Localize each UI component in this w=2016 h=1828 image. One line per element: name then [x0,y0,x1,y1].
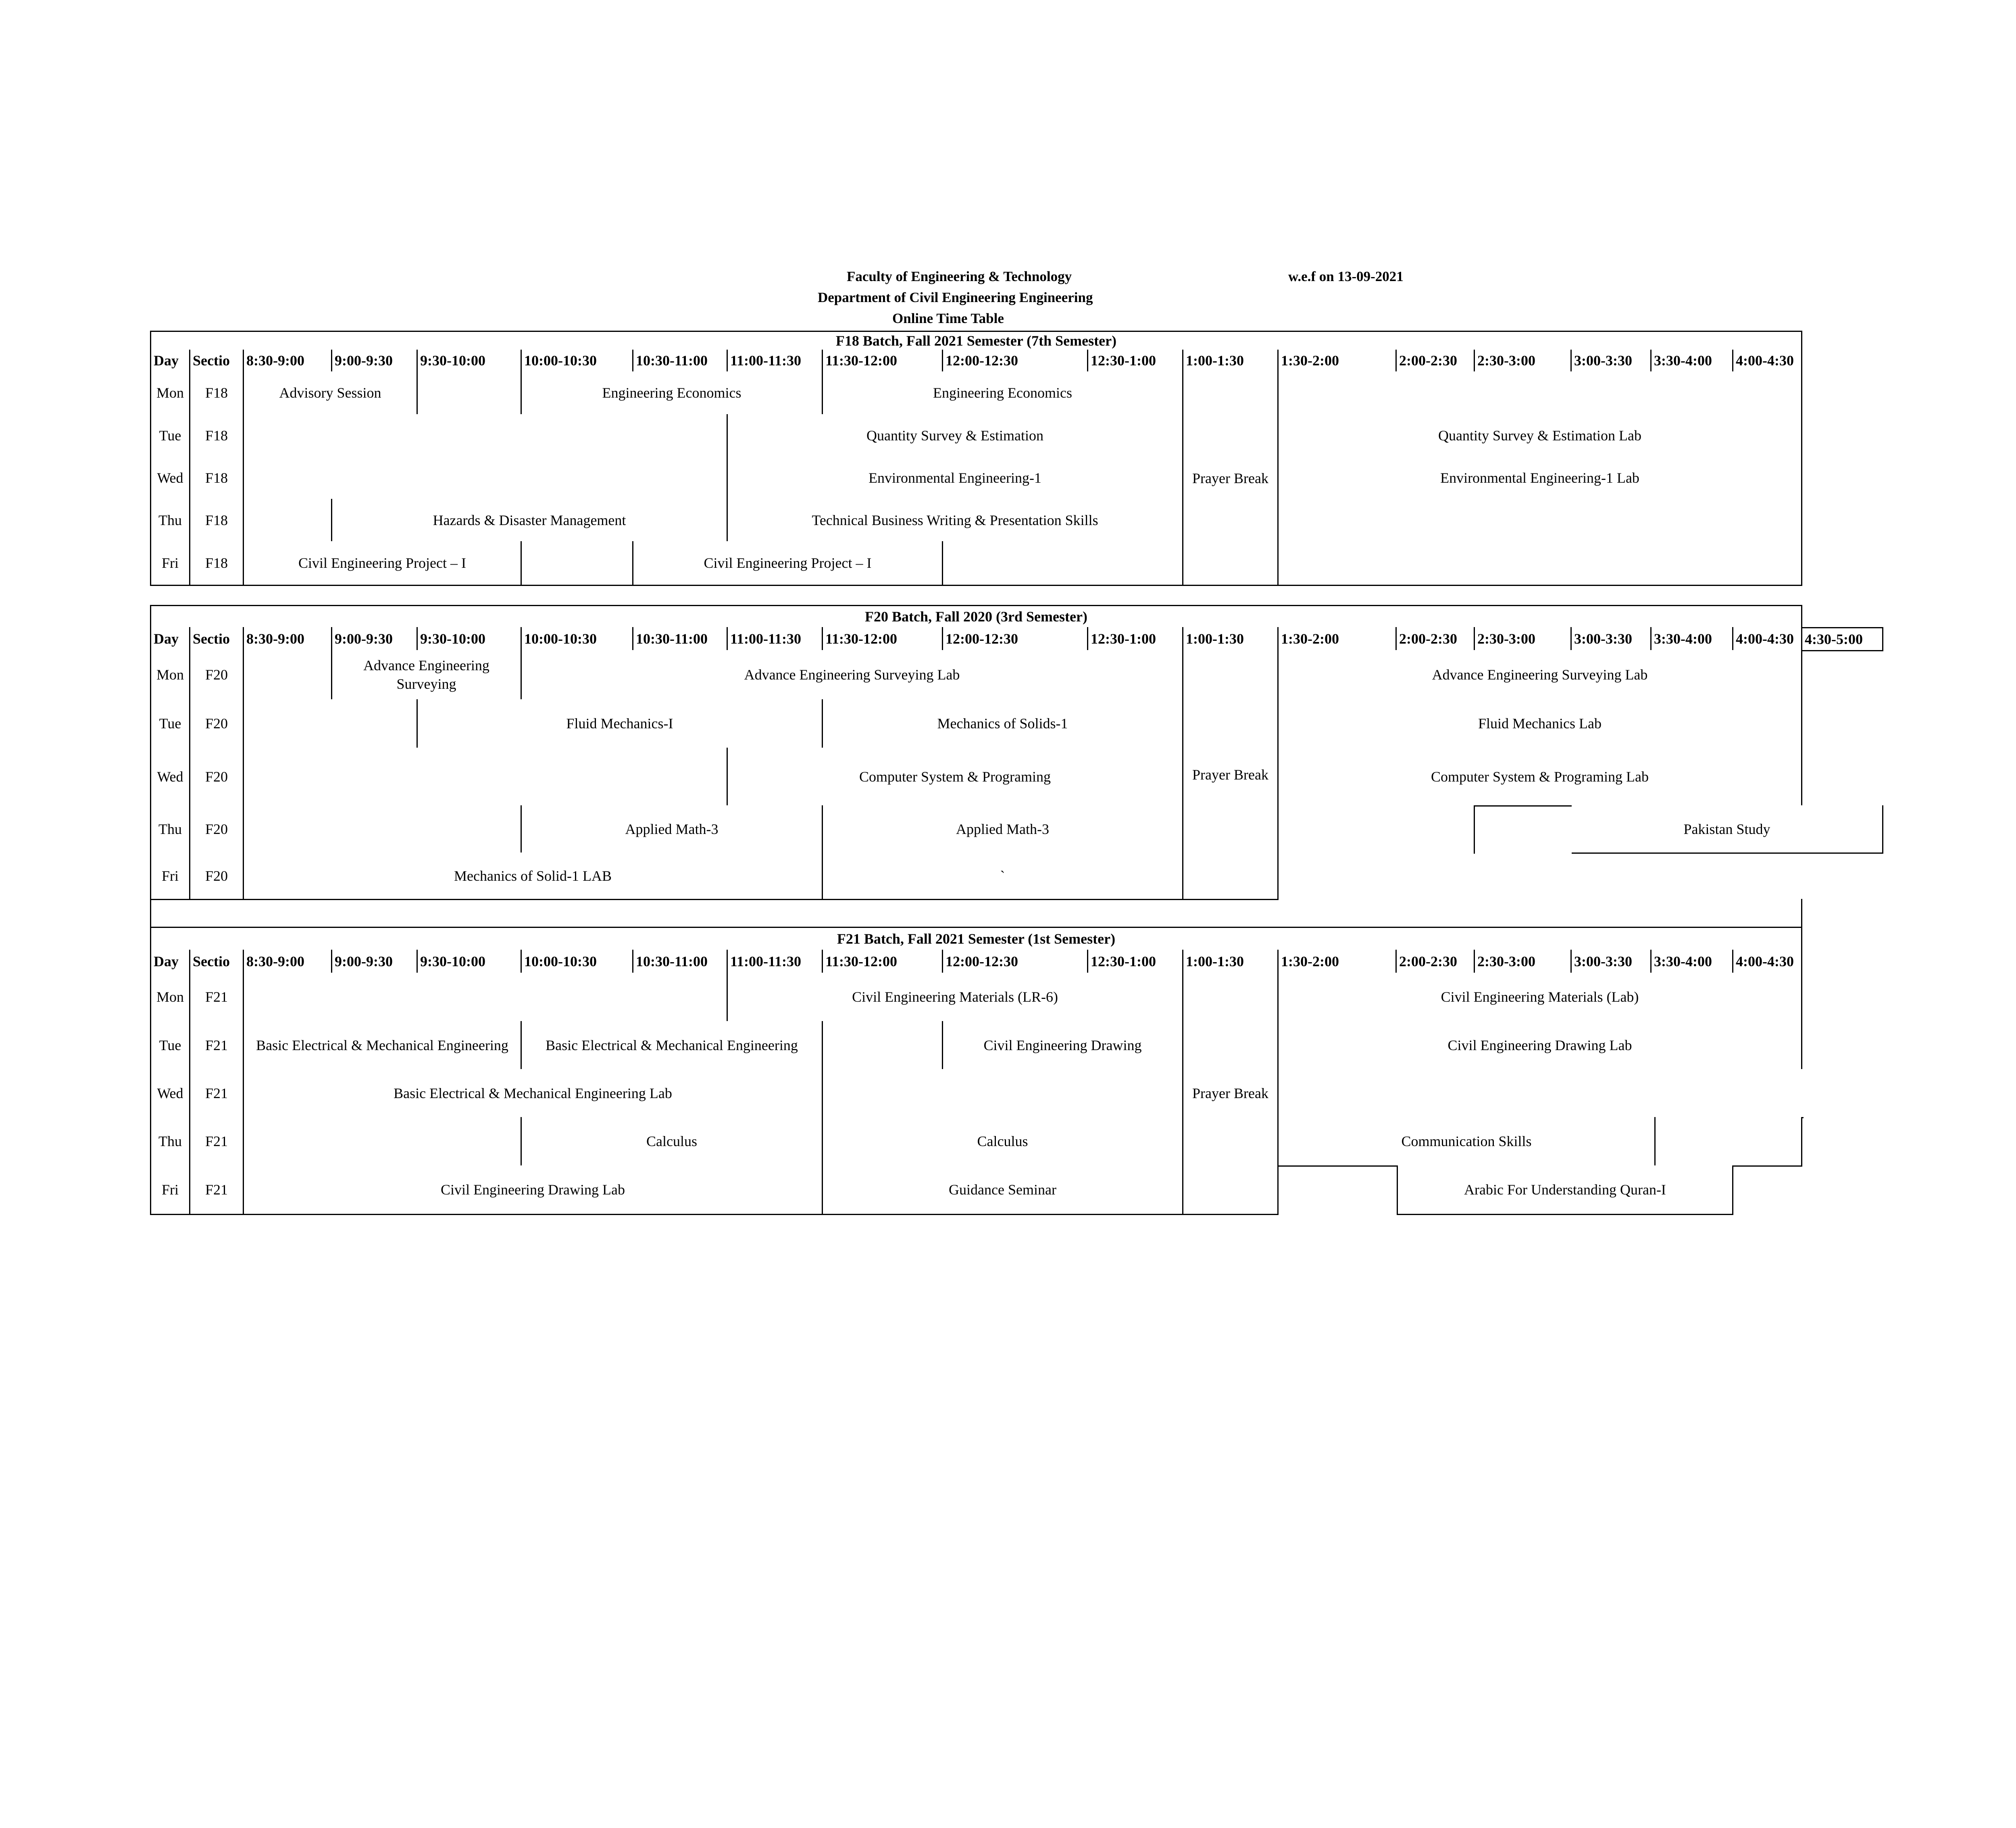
empty-cell [1279,1069,1804,1118]
f20-title: F20 Batch, Fall 2020 (3rd Semester) [150,605,1802,628]
section-cell: F20 [190,853,244,900]
class-cell: Arabic For Understanding Quran-I [1397,1165,1733,1215]
class-cell: Applied Math-3 [522,805,823,854]
day-cell: Wed [150,456,190,500]
section-cell: F20 [190,805,244,854]
section-cell: F18 [190,541,244,586]
class-cell: Advance Engineering Surveying Lab [522,650,1183,700]
day-cell: Mon [150,650,190,700]
day-cell: Thu [150,499,190,542]
class-cell: Quantity Survey & Estimation [728,414,1183,458]
class-cell: Civil Engineering Drawing Lab [244,1165,823,1215]
class-cell: Civil Engineering Project – I [633,541,943,586]
hdr-time: 2:30-3:00 [1475,950,1572,974]
day-cell: Tue [150,414,190,458]
section-cell: F18 [190,371,244,415]
faculty-title: Faculty of Engineering & Technology [847,269,1072,284]
hdr-time: 11:30-12:00 [823,950,943,974]
hdr-time: 9:30-10:00 [418,950,522,974]
day-cell: Wed [150,1069,190,1118]
hdr-time: 2:00-2:30 [1397,350,1475,373]
hdr-time: 3:00-3:30 [1572,627,1652,651]
hdr-time: 1:30-2:00 [1279,950,1397,974]
class-cell: Advance Engineering Surveying Lab [1279,650,1802,700]
class-cell: Quantity Survey & Estimation Lab [1279,414,1802,458]
hdr-time: 1:00-1:30 [1183,627,1279,651]
class-cell: Calculus [522,1117,823,1167]
class-cell: Basic Electrical & Mechanical Engineering [244,1021,522,1070]
class-cell: Civil Engineering Drawing Lab [1279,1021,1802,1070]
hdr-time: 11:00-11:30 [728,350,823,373]
section-cell: F20 [190,699,244,749]
day-cell: Mon [150,973,190,1022]
empty-cell [1656,1117,1802,1167]
hdr-time: 12:30-1:00 [1088,350,1183,373]
class-cell: Computer System & Programing Lab [1279,748,1802,807]
prayer-break: Prayer Break [1183,973,1279,1215]
day-cell: Tue [150,1021,190,1070]
class-cell: ` [823,853,1183,900]
class-cell: Hazards & Disaster Management [332,499,728,542]
hdr-time: 2:30-3:00 [1475,350,1572,373]
class-cell: Advance Engineering Surveying [332,650,522,700]
prayer-break: Prayer Break [1183,650,1279,900]
hdr-time: 10:00-10:30 [522,950,633,974]
hdr-time: 4:00-4:30 [1733,627,1802,651]
hdr-time: 3:30-4:00 [1652,350,1733,373]
class-cell: Engineering Economics [522,371,823,415]
class-cell: Technical Business Writing & Presentation Skills [728,499,1183,542]
timetable-subtitle: Online Time Table [892,311,1004,326]
class-cell: Mechanics of Solids-1 [823,699,1183,749]
hdr-section: Sectio [190,350,244,373]
day-cell: Fri [150,853,190,900]
class-cell: Civil Engineering Materials (Lab) [1279,973,1802,1022]
hdr-time: 3:30-4:00 [1652,627,1733,651]
section-cell: F20 [190,748,244,807]
empty-cell [823,1069,1183,1118]
hdr-section: Sectio [190,627,244,651]
class-cell: Computer System & Programing [728,748,1183,807]
hdr-time: 2:30-3:00 [1475,627,1572,651]
hdr-time: 1:30-2:00 [1279,350,1397,373]
hdr-time: 4:00-4:30 [1733,350,1802,373]
section-cell: F18 [190,499,244,542]
section-cell: F18 [190,414,244,458]
class-cell: Fluid Mechanics-I [418,699,823,749]
class-cell: Civil Engineering Materials (LR-6) [728,973,1183,1022]
day-cell: Thu [150,1117,190,1167]
effective-date: w.e.f on 13-09-2021 [1288,269,1404,284]
section-cell: F18 [190,456,244,500]
section-cell: F20 [190,650,244,700]
section-cell: F21 [190,1165,244,1215]
class-cell: Advisory Session [244,371,418,415]
hdr-time: 12:30-1:00 [1088,627,1183,651]
class-cell: Pakistan Study [1572,805,1883,854]
hdr-time: 10:30-11:00 [633,350,728,373]
day-cell: Wed [150,748,190,807]
hdr-time: 10:00-10:30 [522,350,633,373]
hdr-time: 12:00-12:30 [943,627,1088,651]
hdr-time: 10:30-11:00 [633,627,728,651]
hdr-time: 3:00-3:30 [1572,950,1652,974]
hdr-time: 3:00-3:30 [1572,350,1652,373]
section-cell: F21 [190,1117,244,1167]
hdr-time: 1:00-1:30 [1183,950,1279,974]
class-cell: Engineering Economics [823,371,1183,415]
day-cell: Fri [150,541,190,586]
hdr-time: 8:30-9:00 [244,950,332,974]
hdr-time: 1:00-1:30 [1183,350,1279,373]
hdr-time: 2:00-2:30 [1397,950,1475,974]
hdr-day: Day [150,627,190,651]
day-cell: Tue [150,699,190,749]
hdr-time: 11:30-12:00 [823,627,943,651]
hdr-time: 10:00-10:30 [522,627,633,651]
class-cell: Calculus [823,1117,1183,1167]
f21-title: F21 Batch, Fall 2021 Semester (1st Semester) [150,927,1802,951]
class-cell: Basic Electrical & Mechanical Engineering [522,1021,823,1070]
day-cell: Thu [150,805,190,854]
hdr-day: Day [150,950,190,974]
prayer-break: Prayer Break [1183,371,1279,586]
class-cell: Applied Math-3 [823,805,1183,854]
empty-cell [244,1117,522,1167]
hdr-time: 9:00-9:30 [332,627,418,651]
hdr-time: 9:00-9:30 [332,950,418,974]
hdr-section: Sectio [190,950,244,974]
class-cell: Communication Skills [1279,1117,1656,1167]
hdr-time: 9:30-10:00 [418,350,522,373]
day-cell: Mon [150,371,190,415]
hdr-time: 12:00-12:30 [943,950,1088,974]
day-cell: Fri [150,1165,190,1215]
class-cell: Mechanics of Solid-1 LAB [244,853,823,900]
hdr-time: 12:30-1:00 [1088,950,1183,974]
department-title: Department of Civil Engineering Engineering [818,290,1093,305]
class-cell: Basic Electrical & Mechanical Engineering Lab [244,1069,823,1118]
hdr-time: 9:30-10:00 [418,627,522,651]
hdr-time: 2:00-2:30 [1397,627,1475,651]
class-cell: Environmental Engineering-1 [728,456,1183,500]
hdr-time: 10:30-11:00 [633,950,728,974]
empty-cell [823,1021,943,1070]
hdr-time: 11:00-11:30 [728,950,823,974]
class-cell: Civil Engineering Drawing [943,1021,1183,1070]
hdr-time: 4:30-5:00 [1801,627,1883,651]
class-cell: Fluid Mechanics Lab [1279,699,1802,749]
section-cell: F21 [190,1069,244,1118]
section-cell: F21 [190,1021,244,1070]
hdr-time: 8:30-9:00 [244,350,332,373]
hdr-time: 12:00-12:30 [943,350,1088,373]
class-cell: Civil Engineering Project – I [244,541,522,586]
section-cell: F21 [190,973,244,1022]
class-cell: Environmental Engineering-1 Lab [1279,456,1802,500]
hdr-day: Day [150,350,190,373]
hdr-time: 3:30-4:00 [1652,950,1733,974]
hdr-time: 1:30-2:00 [1279,627,1397,651]
f18-title: F18 Batch, Fall 2021 Semester (7th Semester) [150,331,1802,351]
hdr-time: 11:00-11:30 [728,627,823,651]
hdr-time: 8:30-9:00 [244,627,332,651]
empty-cell [244,973,728,1022]
hdr-time: 4:00-4:30 [1733,950,1802,974]
hdr-time: 11:30-12:00 [823,350,943,373]
class-cell: Guidance Seminar [823,1165,1183,1215]
hdr-time: 9:00-9:30 [332,350,418,373]
